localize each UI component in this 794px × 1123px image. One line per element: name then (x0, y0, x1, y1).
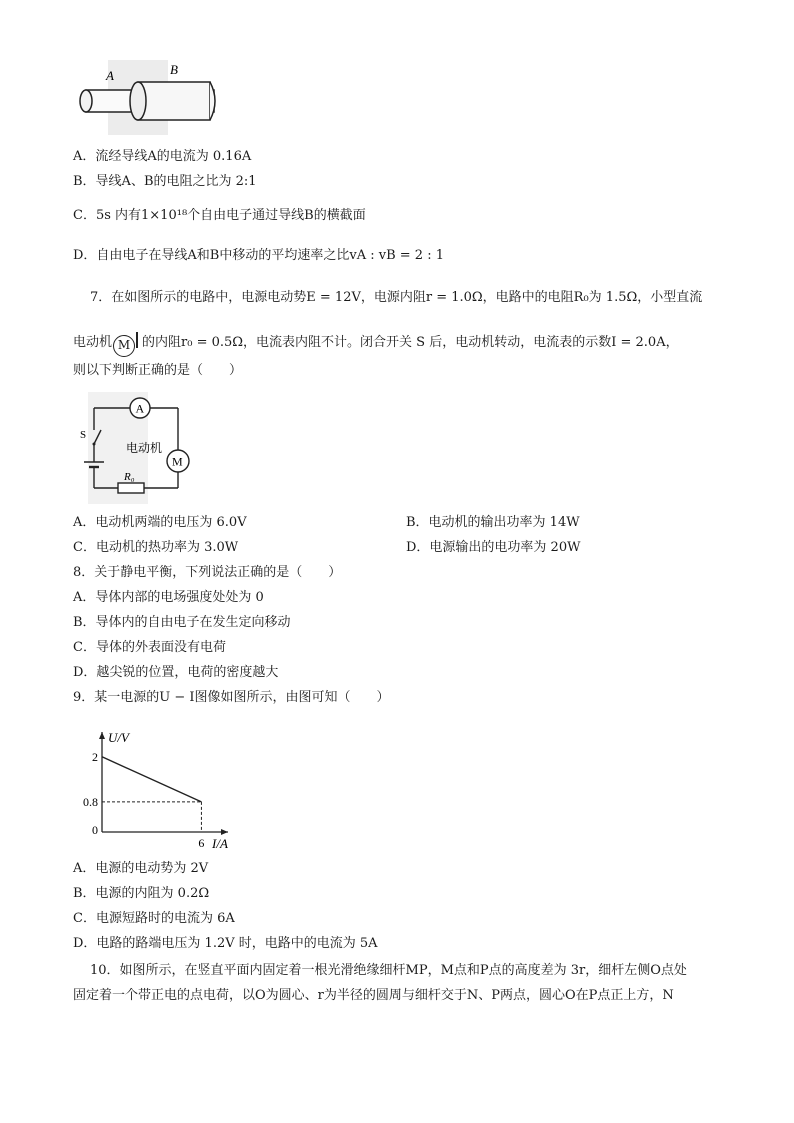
q10-line1: 10．如图所示，在竖直平面内固定着一根光滑绝缘细杆MP，M点和P点的高度差为 3r，细杆左侧O点处 (90, 963, 687, 978)
label-a: A (106, 68, 114, 83)
ammeter-label: A (135, 401, 145, 416)
q9-option-a: A．电源的电动势为 2V (73, 861, 209, 876)
q8-option-c: C．导体的外表面没有电荷 (73, 640, 226, 655)
motor-label-m: M (172, 454, 183, 469)
q9-ui-graph (70, 728, 240, 853)
q8-stem: 8．关于静电平衡，下列说法正确的是（ ） (73, 565, 342, 580)
x-axis-arrow (221, 829, 228, 835)
q9-stem: 9．某一电源的U − I图像如图所示，由图可知（ ） (73, 690, 390, 705)
q7-stem-line3: 则以下判断正确的是（ ） (73, 363, 243, 378)
q7-stem-line2 (73, 332, 679, 357)
q8-option-d: D．越尖锐的位置，电荷的密度越大 (73, 665, 279, 680)
q7-stem-line1: 7．在如图所示的电路中，电源电动势E = 12V，电源内阻r = 1.0Ω，电路中的电阻R₀为 1.5Ω，小型直流 (90, 290, 703, 305)
q7-circuit-figure (74, 392, 194, 504)
motor-label: 电动机 (126, 441, 163, 455)
q7-option-d: D．电源输出的电功率为 20W (406, 540, 581, 555)
q6-option-d: D．自由电子在导线A和B中移动的平均速率之比vA : vB = 2 : 1 (73, 248, 444, 263)
y-tick-label: 0.8 (83, 794, 98, 809)
switch-label: S (80, 429, 87, 441)
resistor-symbol (118, 483, 144, 493)
conductor-b (138, 82, 210, 120)
q7-option-c: C．电动机的热功率为 3.0W (73, 540, 239, 555)
q8-option-a: A．导体内部的电场强度处处为 0 (73, 590, 264, 605)
q6-option-c: C．5s 内有1×10¹⁸个自由电子通过导线B的横截面 (73, 208, 366, 223)
motor-symbol-inline: M (113, 335, 135, 357)
x-axis-label: I/A (212, 836, 228, 851)
q6-option-b: B．导线A、B的电阻之比为 2:1 (73, 174, 257, 189)
x-tick-label: 6 (198, 836, 205, 850)
y-axis-label: U/V (108, 730, 129, 745)
q7-stem-line2-suffix: 的内阻r₀ = 0.5Ω，电流表内阻不计。闭合开关 S 后，电动机转动，电流表的示数I = 2.0A， (142, 335, 679, 350)
q8-option-b: B．导体内的自由电子在发生定向移动 (73, 615, 291, 630)
q10-line2: 固定着一个带正电的点电荷，以O为圆心、r为半径的圆周与细杆交于N、P两点，圆心O在P点正上方，N (73, 988, 674, 1003)
label-b: B (170, 62, 178, 77)
y-tick-label: 0 (92, 823, 98, 837)
q9-option-b: B．电源的内阻为 0.2Ω (73, 886, 210, 901)
q9-option-d: D．电路的路端电压为 1.2V 时，电路中的电流为 5A (73, 936, 378, 951)
q7-option-b: B．电动机的输出功率为 14W (406, 515, 580, 530)
resistor-label: R₀ (124, 471, 135, 483)
y-tick-label: 2 (92, 749, 98, 764)
u-i-line (102, 757, 201, 802)
q6-option-a: A．流经导线A的电流为 0.16A (73, 149, 252, 164)
q7-option-a: A．电动机两端的电压为 6.0V (73, 515, 247, 530)
y-axis-arrow (99, 732, 105, 739)
q6-conductor-figure (70, 60, 230, 140)
q9-option-c: C．电源短路时的电流为 6A (73, 911, 235, 926)
q7-stem-line2-prefix: 电动机 (73, 335, 113, 350)
